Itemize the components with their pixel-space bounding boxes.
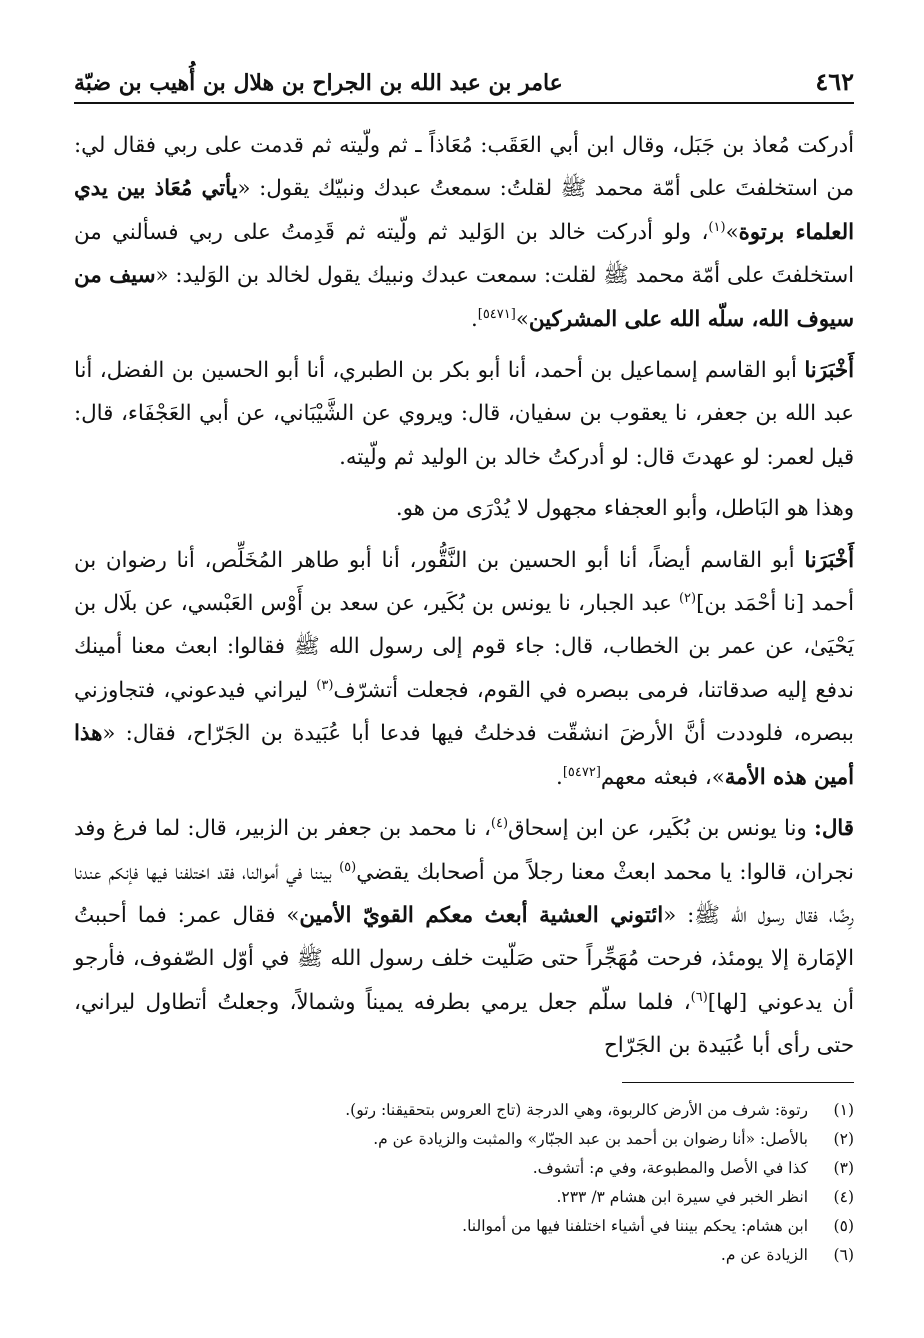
text-segment: أبو القاسم أيضاً، أنا أبو الحسين بن النَّقُّور، أنا أبو طاهر المُخَلِّص، أنا رضوان بن أحمد [نا أحْمَد بن] [74, 547, 854, 617]
footnote-marker: (٣) [316, 677, 334, 693]
bold-text: سيف من سيوف الله، سلّه الله على المشركين [74, 263, 854, 332]
footnote-divider [622, 1082, 854, 1083]
running-title: عامر بن عبد الله بن الجراح بن هلال بن أُهيب بن ضبّة [74, 70, 563, 96]
footnote-text: انظر الخبر في سيرة ابن هشام ٣/ ٢٣٣. [556, 1188, 808, 1206]
page-header [74, 50, 854, 104]
text-segment: ونا يونس بن بُكَير، عن ابن إسحاق [508, 816, 814, 842]
footnote-marker: (٢) [678, 590, 697, 606]
footnote-text: كذا في الأصل والمطبوعة، وفي م: أتشوف. [532, 1159, 808, 1177]
paragraph [74, 124, 854, 341]
footnote-number: (١) [833, 1101, 854, 1119]
footnote-marker: (٦) [690, 989, 708, 1005]
bold-text: أَخْبَرَنا [804, 547, 854, 573]
text-segment: ، ولو أدركت خالد بن الوَليد ثم ولّيته ثم قَدِمتُ على ربي فسألني من استخلفتَ على أمّة محمد ﷺ لقلت: سمعت عبدك ونبيك يقول لخالد بن الوَليد: « [74, 219, 854, 289]
text-segment: » [725, 219, 739, 245]
bold-text: أَخْبَرَنا [804, 358, 854, 384]
text-segment: ، فلما سلّم جعل يرمي بطرفه يميناً وشمالاً، وجعلتُ أتطاول ليراني، حتى رأى أبا عُبَيدة بن الجَرّاح [74, 989, 854, 1059]
bold-text: قال: [813, 816, 854, 842]
footnote [74, 1125, 854, 1154]
footnote-marker: (٥) [339, 859, 357, 875]
footnote-marker: (٤) [490, 816, 509, 831]
text-segment: . [556, 764, 563, 790]
footnotes [74, 1096, 854, 1270]
footnote-number: (٤) [833, 1188, 854, 1206]
paragraph [74, 807, 854, 1067]
footnote-number: (٣) [833, 1159, 854, 1177]
paragraph [74, 349, 854, 479]
text-segment: بيننا في أموالنا، فقد اختلفنا فيها فإنكم عندنا رِضًا، فقال رسول الله ﷺ: « [74, 859, 854, 928]
footnote [74, 1212, 854, 1241]
footnote-text: رتوة: شرف من الأرض كالربوة، وهي الدرجة (تاج العروس بتحقيقنا: رتو). [345, 1101, 808, 1119]
footnote-text: الزيادة عن م. [720, 1246, 808, 1264]
text-segment: عبد الجبار، نا يونس بن بُكَير، عن سعد بن أَوْس العَبْسي، عن بلَال بن يَحْيَىٰ، عن عمر بن الخطاب، قال: جاء قوم إلى رسول الله ﷺ فقالوا: ابعث معنا أمينك ندفع إليه صدقاتنا، فرمى ببصره في القوم، فجعلت أتشرّف [74, 591, 854, 703]
page-number: ٤٦٢ [815, 67, 854, 96]
footnote-marker: (١) [708, 219, 726, 235]
footnote [74, 1154, 854, 1183]
bold-text: ائتوني العشية أبعث معكم القويّ الأمين [299, 902, 664, 928]
paragraph [74, 487, 854, 530]
text-segment: » [515, 306, 529, 332]
footnote-marker: [٥٤٧١] [477, 306, 516, 322]
paragraph [74, 539, 854, 799]
footnote [74, 1241, 854, 1270]
text-segment: ، نا محمد بن جعفر بن الزبير، قال: لما فرغ وفد نجران، قالوا: يا محمد ابعثْ معنا رجلاً من أصحابك يقضي [74, 816, 854, 885]
main-text [74, 124, 854, 1076]
text-segment: ليراني فيدعوني، فتجاوزني ببصره، فلوددت أنَّ الأرضَ انشقّت فدخلتُ فيها فدعا أبا عُبَيدة بن الجَرّاح، فقال: « [74, 677, 854, 747]
footnote-marker: [٥٤٧٢] [562, 764, 601, 780]
footnote [74, 1183, 854, 1212]
footnote-number: (٦) [833, 1246, 854, 1264]
text-segment: »، فبعثه معهم [600, 764, 725, 790]
text-segment: أبو القاسم إسماعيل بن أحمد، أنا أبو بكر بن الطبري، أنا أبو الحسين بن الفضل، أنا عبد الله بن جعفر، نا يعقوب بن سفيان، قال: ويروي عن الشَّيْبَاني، عن أبي العَجْفَاء، قال: قيل لعمر: لو عهدتَ قال: لو أدركتُ خالد بن الوليد ثم ولّيته. [74, 358, 854, 470]
text-segment: . [470, 306, 478, 332]
footnote [74, 1096, 854, 1125]
bold-text: هذا أمين هذه الأمة [74, 721, 854, 790]
text-segment: وهذا هو البَاطل، وأبو العجفاء مجهول لا يُدْرَى من هو. [395, 496, 854, 522]
bold-text: يأتي مُعَاذ بين يدي العلماء برتوة [74, 176, 854, 245]
footnote-text: ابن هشام: يحكم بيننا في أشياء اختلفنا فيها من أموالنا. [462, 1217, 808, 1235]
footnote-number: (٥) [833, 1217, 854, 1235]
text-segment: » فقال عمر: فما أحببتُ الإمَارة إلا يومئذ، فرحت مُهَجِّراً حتى صَلّيت خلف رسول الله ﷺ في أوّل الصّفوف، فأرجو أن يدعوني [لها] [74, 902, 854, 1015]
text-segment: أدركت مُعاذ بن جَبَل، وقال ابن أبي العَقَب: مُعَاذاً ـ ثم ولّيته ثم قدمت على ربي فقال لي: من استخلفتَ على أمّة محمد ﷺ لقلتُ: سمعتُ عبدك ونبيّك يقول: « [74, 133, 854, 202]
footnote-text: بالأصل: «أنا رضوان بن أحمد بن عبد الجبّار» والمثبت والزيادة عن م. [373, 1130, 808, 1148]
footnote-number: (٢) [833, 1130, 854, 1148]
